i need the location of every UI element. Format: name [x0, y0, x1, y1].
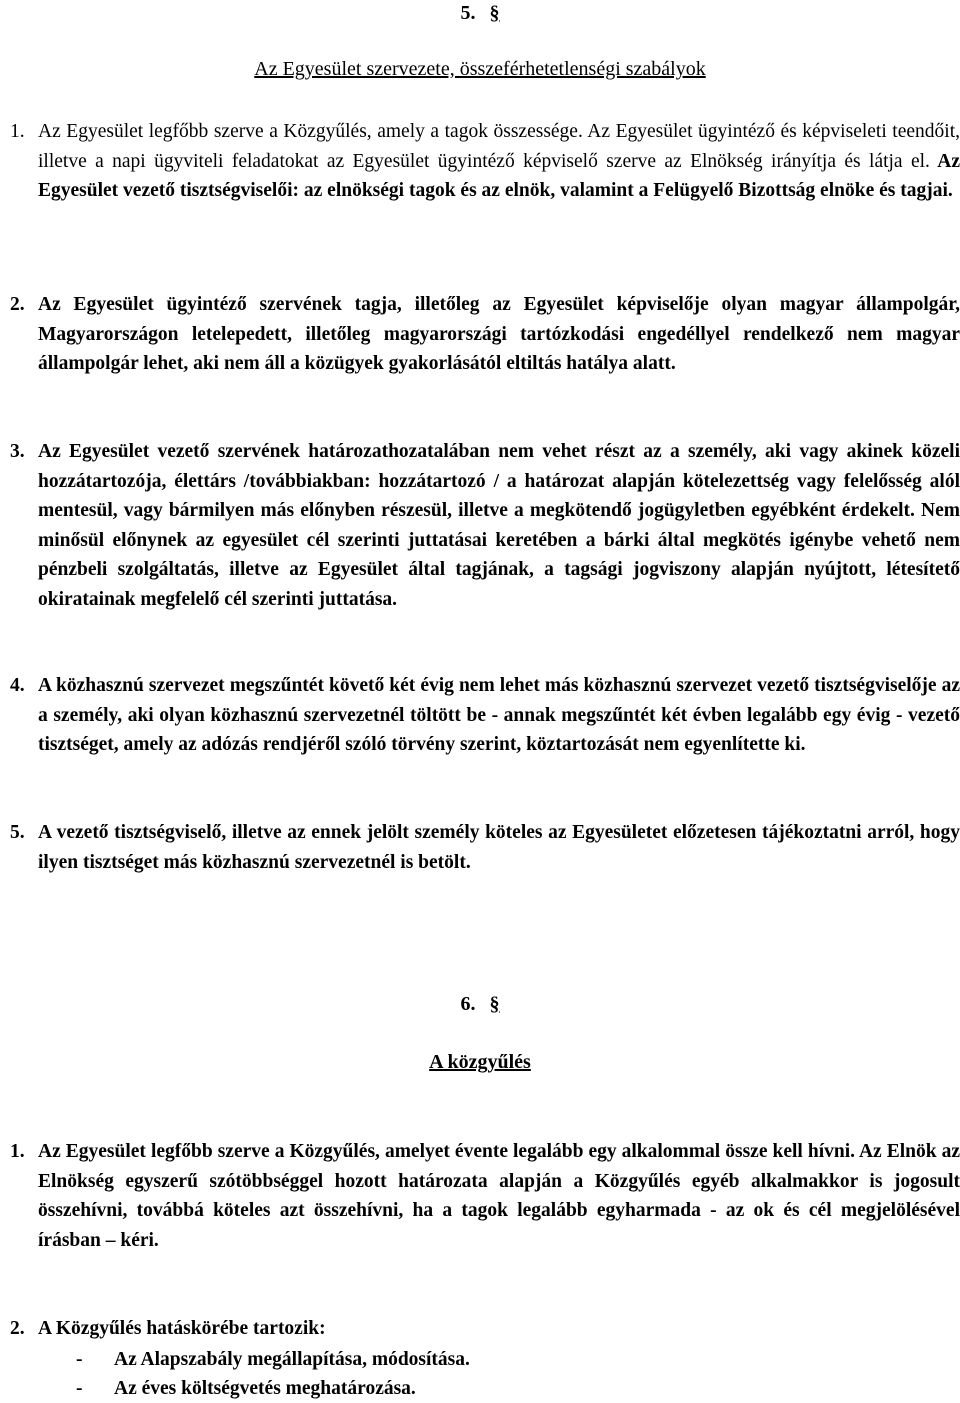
list-item-text: Az éves költségvetés meghatározása. — [114, 1378, 416, 1399]
paragraph-number: 2. — [10, 294, 25, 315]
section-5-title: Az Egyesület szervezete, összeférhetetlenségi szabályok — [254, 58, 706, 80]
paragraph-sign: § — [489, 2, 500, 24]
paragraph-6-1 — [10, 1137, 960, 1255]
section-6-title: A közgyűlés — [429, 1051, 531, 1073]
paragraph-text: Az Egyesület legfőbb szerve a Közgyűlés, amelyet évente legalább egy alkalommal össze kell hívni. Az Elnök az Elnökség egyszerű szótöbbséggel hozott határozata alapján a Közgyűlés egyéb alkalmakkor is jogosult összehívni, továbbá köteles azt összehívni, ha a tagok legalább egyharmada - az ok és cél megjelölésével írásban – kéri. — [38, 1141, 960, 1251]
list-dash: - — [76, 1378, 83, 1399]
section-number: 5. — [460, 2, 476, 24]
paragraph-5-4 — [10, 671, 960, 760]
paragraph-number: 2. — [10, 1318, 25, 1339]
list-item-text: Az Alapszabály megállapítása, módosítása. — [114, 1349, 470, 1370]
list-item — [76, 1345, 960, 1374]
paragraph-number: 5. — [10, 822, 25, 843]
section-5-heading — [0, 2, 960, 25]
list-dash: - — [76, 1349, 83, 1370]
paragraph-number: 1. — [10, 121, 25, 142]
paragraph-text: A vezető tisztségviselő, illetve az ennek jelölt személy köteles az Egyesületet előzetesen tájékoztatni arról, hogy ilyen tisztséget más közhasznú szervezetnél is betölt. — [38, 822, 960, 873]
paragraph-sign: § — [489, 993, 500, 1015]
paragraph-5-5 — [10, 818, 960, 877]
paragraph-text: A Közgyűlés hatáskörébe tartozik: — [38, 1318, 326, 1339]
paragraph-6-2 — [10, 1314, 960, 1344]
paragraph-text-bold: Az Egyesület vezető tisztségviselői: az elnökségi tagok és az elnök, valamint a Felügyelő Bizottság elnöke és tagjai. — [38, 150, 960, 202]
paragraph-number: 1. — [10, 1141, 25, 1162]
paragraph-text: Az Egyesület vezető szervének határozathozatalában nem vehet részt az a személy, aki vagy akinek közeli hozzátartozója, élettárs /továbbiakban: hozzátartozó / a határozat alapján kötelezettség vagy felelősség alól mentesül, vagy bármilyen más előnyben részesül, illetve a megkötendő jogügyletben egyébként érdekelt. Nem minősül előnynek az egyesület cél szerinti juttatásai keretében a bárki által megkötés igénybe vehető nem pénzbeli szolgáltatás, illetve az Egyesület által tagjának, a tagsági jogviszony alapján nyújtott, létesítető okiratainak megfelelő cél szerinti juttatása. — [38, 441, 960, 610]
paragraph-text: Az Egyesület legfőbb szerve a Közgyűlés, amely a tagok összessége. Az Egyesület ügyintéző és képviseleti teendőit, illetve a napi ügyviteli feladatokat az Egyesület ügyintéző képviselő szerve az Elnökség irányítja és látja el. — [38, 121, 960, 172]
section-6-heading — [0, 993, 960, 1016]
paragraph-5-2 — [10, 290, 960, 379]
competence-list — [76, 1345, 960, 1403]
paragraph-5-1 — [10, 117, 960, 206]
paragraph-text: Az Egyesület ügyintéző szervének tagja, illetőleg az Egyesület képviselője olyan magyar állampolgár, Magyarországon letelepedett, illetőleg magyarországi tartózkodási engedéllyel rendelkező nem magyar állampolgár lehet, aki nem áll a közügyek gyakorlásától eltiltás hatálya alatt. — [38, 294, 960, 375]
paragraph-number: 4. — [10, 675, 25, 696]
paragraph-5-3 — [10, 437, 960, 615]
paragraph-number: 3. — [10, 441, 25, 462]
list-item — [76, 1374, 960, 1403]
paragraph-text: A közhasznú szervezet megszűntét követő két évig nem lehet más közhasznú szervezet vezető tisztségviselője az a személy, aki olyan közhasznú szervezetnél töltött be - annak megszűntét két évben legalább egy évig - vezető tisztséget, amely az adózás rendjéről szóló törvény szerint, köztartozását nem egyenlítette ki. — [38, 675, 960, 756]
section-number: 6. — [460, 993, 476, 1015]
